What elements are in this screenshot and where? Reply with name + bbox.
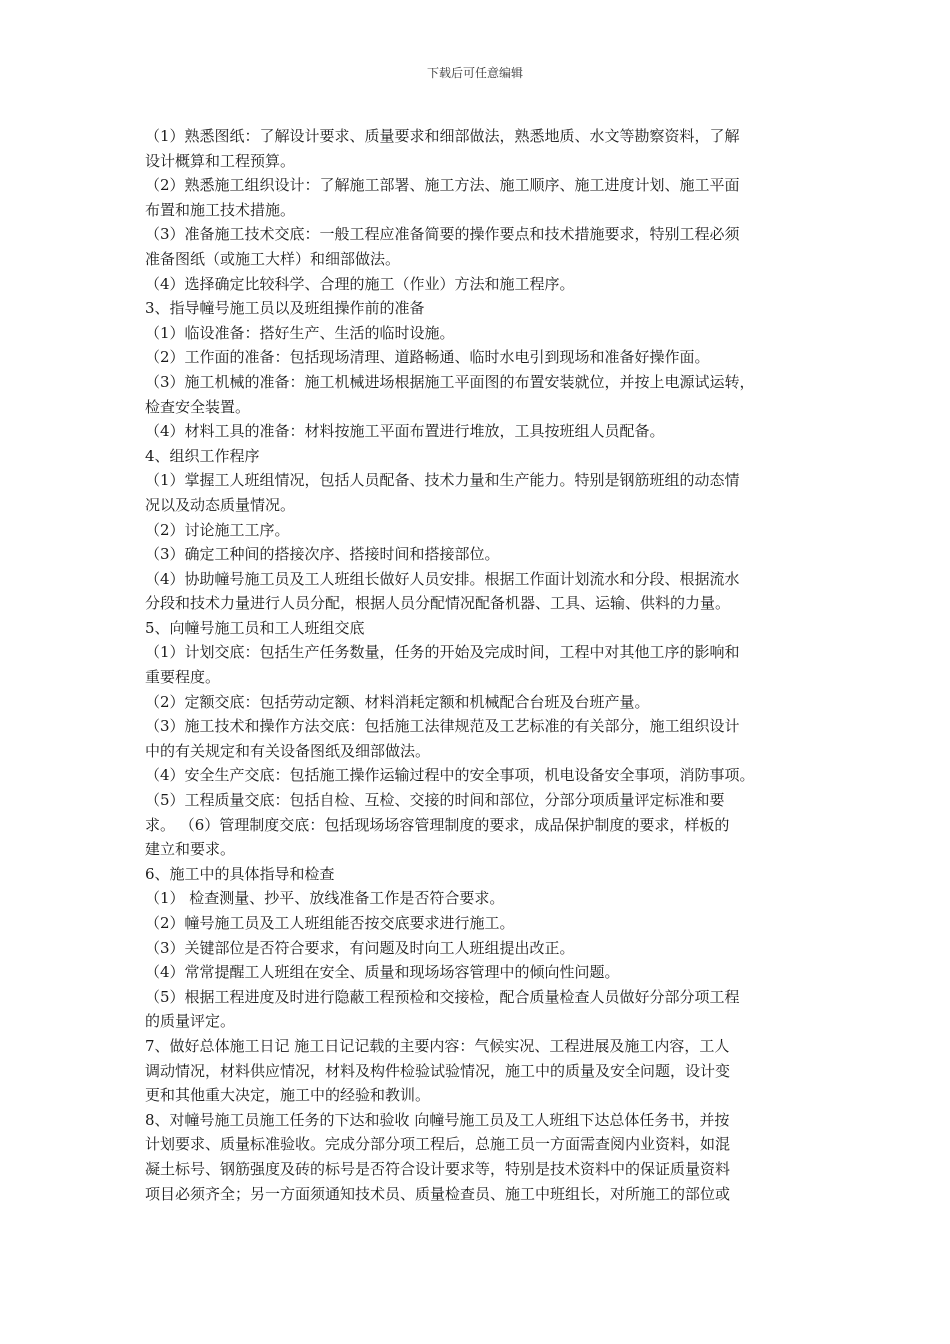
text-line: 建立和要求。 (145, 840, 236, 859)
text-line: （2）幢号施工员及工人班组能否按交底要求进行施工。 (145, 914, 515, 932)
text-line: 重要程度。 (145, 668, 221, 687)
text-line: 项目必须齐全；另一方面须通知技术员、质量检查员、施工中班组长，对所施工的部位或 (145, 1184, 731, 1203)
text-line: （2）工作面的准备：包括现场清理、道路畅通、临时水电引到现场和准备好操作面。 (145, 348, 710, 367)
text-line: 设计概算和工程预算。 (145, 151, 296, 170)
text-line: （1） 检查测量、抄平、放线准备工作是否符合要求。 (145, 889, 505, 908)
document-body (145, 124, 813, 1206)
text-line: （2）讨论施工工序。 (145, 520, 290, 539)
text-line: 况以及动态质量情况。 (145, 495, 296, 514)
text-line: （4）材料工具的准备：材料按施工平面布置进行堆放，工具按班组人员配备。 (145, 422, 665, 441)
text-line: 调动情况，材料供应情况，材料及构件检验试验情况，施工中的质量及安全问题，设计变 (145, 1061, 731, 1080)
section-heading: 3、指导幢号施工员以及班组操作前的准备 (145, 299, 425, 318)
text-line: 求。 （6）管理制度交底：包括现场场容管理制度的要求，成品保护制度的要求，样板的 (145, 815, 730, 834)
text-line: （1）熟悉图纸：了解设计要求、质量要求和细部做法，熟悉地质、水文等勘察资料，了解 (145, 127, 740, 145)
text-line: 分段和技术力量进行人员分配，根据人员分配情况配备机器、工具、运输、供料的力量。 (145, 594, 731, 613)
section-heading: 4、组织工作程序 (145, 446, 260, 465)
text-line: （2）定额交底：包括劳动定额、材料消耗定额和机械配合台班及台班产量。 (145, 692, 650, 711)
text-line: 中的有关规定和有关设备图纸及细部做法。 (145, 741, 431, 760)
text-line: （3）施工机械的准备：施工机械进场根据施工平面图的布置安装就位，并按上电源试运转， (145, 372, 755, 391)
text-line: （3）准备施工技术交底：一般工程应准备简要的操作要点和技术措施要求，特别工程必须 (145, 225, 740, 244)
text-line: （1）计划交底：包括生产任务数量，任务的开始及完成时间，工程中对其他工序的影响和 (145, 643, 740, 662)
page-header: 下载后可任意编辑 (426, 66, 523, 80)
text-line: 布置和施工技术措施。 (145, 200, 296, 219)
text-line: （4）协助幢号施工员及工人班组长做好人员安排。根据工作面计划流水和分段、根据流水 (145, 569, 740, 588)
text-line: 检查安全装置。 (145, 397, 251, 416)
text-line: （3）关键部位是否符合要求，有问题及时向工人班组提出改正。 (145, 938, 575, 957)
text-line: （3）施工技术和操作方法交底：包括施工法律规范及工艺标准的有关部分，施工组织设计 (145, 717, 740, 736)
text-line: （2）熟悉施工组织设计：了解施工部署、施工方法、施工顺序、施工进度计划、施工平面 (145, 176, 740, 195)
section-heading: 8、对幢号施工员施工任务的下达和验收 向幢号施工员及工人班组下达总体任务书，并按 (145, 1110, 730, 1129)
text-line: （3）确定工种间的搭接次序、搭接时间和搭接部位。 (145, 545, 500, 564)
text-line: 凝土标号、钢筋强度及砖的标号是否符合设计要求等，特别是技术资料中的保证质量资料 (145, 1159, 731, 1178)
text-line: （1）掌握工人班组情况，包括人员配备、技术力量和生产能力。特别是钢筋班组的动态情 (145, 471, 740, 490)
section-heading: 7、做好总体施工日记 施工日记记载的主要内容：气候实况、工程进展及施工内容，工人 (145, 1036, 730, 1055)
text-line: （1）临设准备：搭好生产、生活的临时设施。 (145, 323, 455, 342)
text-line: 的质量评定。 (145, 1012, 236, 1031)
section-heading: 5、向幢号施工员和工人班组交底 (145, 618, 365, 637)
text-line: 准备图纸（或施工大样）和细部做法。 (145, 249, 401, 268)
text-line: 更和其他重大决定，施工中的经验和教训。 (145, 1086, 431, 1105)
text-line: 计划要求、质量标准验收。完成分部分项工程后，总施工员一方面需查阅内业资料，如混 (145, 1135, 731, 1154)
text-line: （5）根据工程进度及时进行隐蔽工程预检和交接检，配合质量检查人员做好分部分项工程 (145, 987, 740, 1006)
text-line: （4）选择确定比较科学、合理的施工（作业）方法和施工程序。 (145, 274, 575, 293)
section-heading: 6、施工中的具体指导和检查 (145, 864, 335, 883)
text-line: （4）常常提醒工人班组在安全、质量和现场场容管理中的倾向性问题。 (145, 963, 620, 982)
text-line: （4）安全生产交底：包括施工操作运输过程中的安全事项，机电设备安全事项，消防事项。 (145, 766, 755, 785)
text-line: （5）工程质量交底：包括自检、互检、交接的时间和部位，分部分项质量评定标准和要 (145, 791, 725, 810)
